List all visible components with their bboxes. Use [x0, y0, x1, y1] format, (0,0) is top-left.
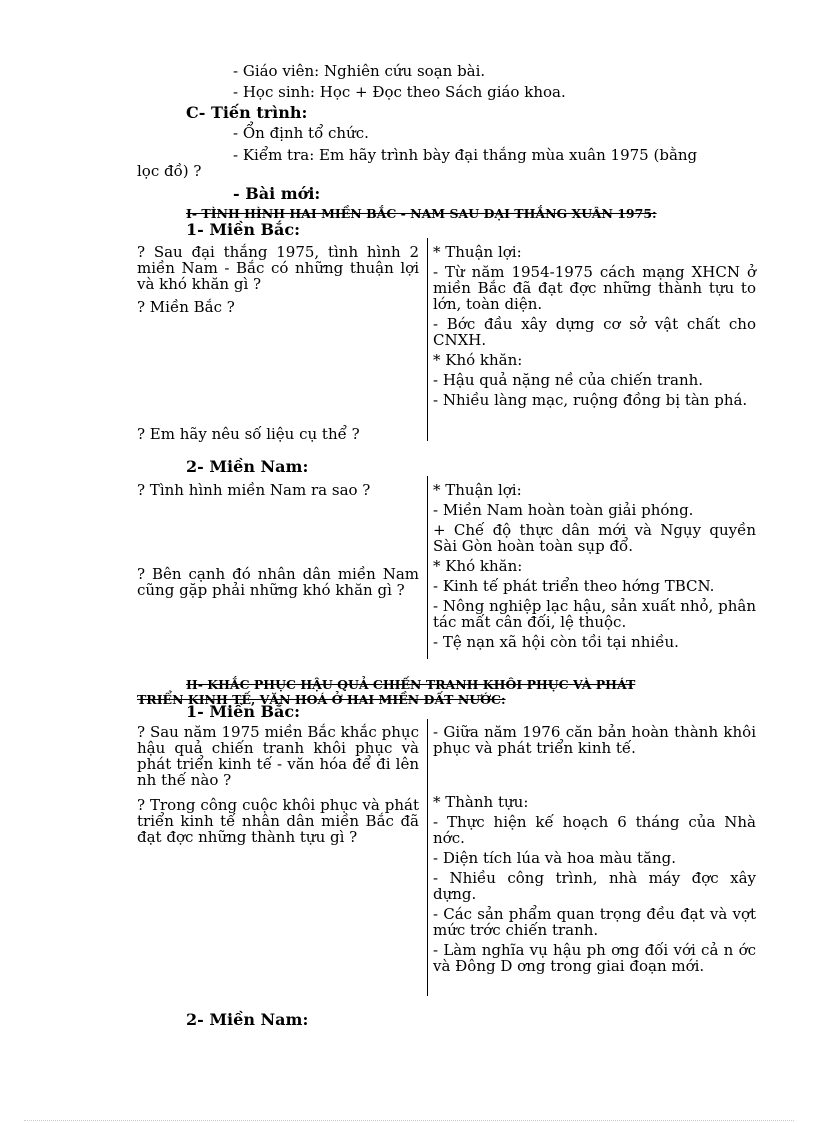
prep-student: - Học sinh: Học + Đọc theo Sách giáo khoa.: [233, 83, 566, 101]
answer-line: - Làm nghĩa vụ hậu ph ơng đối với cả n ớc và Đông D ơng trong giai đoạn mới.: [433, 941, 756, 975]
part1-south-answers: [433, 482, 756, 654]
part2-north-q2: ? Trong công cuộc khôi phục và phát triển kinh tế nhân dân miền Bắc đã đạt đợc những thành tựu gì ?: [137, 796, 419, 846]
part2-north-q1: ? Sau năm 1975 miền Bắc khắc phục hậu quả chiến tranh khôi phục và phát triển kinh tế - văn hóa để đi lên nh thế nào ?: [137, 723, 419, 789]
answer-line: - Miền Nam hoàn toàn giải phóng.: [433, 501, 694, 519]
part2-north-answers: [433, 724, 756, 978]
answer-line: - Nhiều làng mạc, ruộng đồng bị tàn phá.: [433, 391, 748, 409]
answer-line: - Tệ nạn xã hội còn tồi tại nhiều.: [433, 633, 679, 651]
part2-title-b: TRIỂN KINH TẾ, VĂN HOÁ Ở HAI MIỀN ĐẤT NƯỚC:: [137, 692, 506, 707]
answer-line: - Hậu quả nặng nề của chiến tranh.: [433, 371, 704, 389]
part1-north-q3: ? Em hãy nêu số liệu cụ thể ?: [137, 425, 360, 443]
new-lesson-heading: - Bài mới:: [233, 184, 321, 203]
answer-line: - Diện tích lúa và hoa màu tăng.: [433, 849, 676, 867]
answer-line: - Bớc đầu xây dựng cơ sở vật chất cho CNXH.: [433, 315, 756, 349]
answer-line: * Khó khăn:: [433, 557, 523, 575]
answer-line: - Thực hiện kế hoạch 6 tháng của Nhà nớc.: [433, 813, 756, 847]
part2-north-heading: 1- Miền Bắc:: [186, 702, 301, 721]
answer-line: - Từ năm 1954-1975 cách mạng XHCN ở miền Bắc đã đạt đợc những thành tựu to lớn, toàn diện.: [433, 263, 756, 313]
prep-teacher: - Giáo viên: Nghiên cứu soạn bài.: [233, 62, 486, 80]
answer-line: - Nông nghiệp lạc hậu, sản xuất nhỏ, phân tác mất cân đối, lệ thuộc.: [433, 597, 756, 631]
answer-line: + Chế độ thực dân mới và Ngụy quyền Sài Gòn hoàn toàn sụp đổ.: [433, 521, 756, 555]
check-line-b: lọc đồ) ?: [137, 162, 202, 180]
answer-line: - Nhiều công trình, nhà máy đợc xây dựng.: [433, 869, 756, 903]
answer-line: - Kinh tế phát triển theo hớng TBCN.: [433, 577, 715, 595]
answer-line: * Thành tựu:: [433, 793, 529, 811]
part1-north-answers: [433, 244, 756, 412]
answer-line: - Giữa năm 1976 căn bản hoàn thành khôi phục và phát triển kinh tế.: [433, 723, 756, 757]
answer-line: * Thuận lợi:: [433, 243, 522, 261]
part1-south-q1: ? Tình hình miền Nam ra sao ?: [137, 481, 371, 499]
answer-line: * Khó khăn:: [433, 351, 523, 369]
part2-title-a: II- KHẮC PHỤC HẬU QUẢ CHIẾN TRANH KHÔI PHỤC VÀ PHÁT: [186, 677, 636, 692]
column-divider: [427, 719, 428, 996]
part1-title: I- TÌNH HÌNH HAI MIỀN BẮC - NAM SAU ĐẠI THẮNG XUÂN 1975:: [186, 206, 657, 221]
check-line-a: - Kiểm tra: Em hãy trình bày đại thắng mùa xuân 1975 (bằng: [233, 146, 698, 164]
part1-south-q2: ? Bên cạnh đó nhân dân miền Nam cũng gặp phải những khó khăn gì ?: [137, 565, 419, 599]
column-divider: [427, 476, 428, 659]
page-bottom-divider: [24, 1120, 794, 1121]
stabilize-line: - Ổn định tổ chức.: [233, 124, 369, 142]
answer-line: * Thuận lợi:: [433, 481, 522, 499]
part1-north-q2: ? Miền Bắc ?: [137, 298, 235, 316]
part1-south-heading: 2- Miền Nam:: [186, 457, 309, 476]
column-divider: [427, 238, 428, 441]
part1-north-heading: 1- Miền Bắc:: [186, 220, 301, 239]
part1-north-q1: ? Sau đại thắng 1975, tình hình 2 miền Nam - Bắc có những thuận lợi và khó khăn gì ?: [137, 243, 419, 293]
answer-line: - Các sản phẩm quan trọng đều đạt và vợt mức trớc chiến tranh.: [433, 905, 756, 939]
part2-south-heading: 2- Miền Nam:: [186, 1010, 309, 1029]
section-c-heading: C- Tiến trình:: [186, 103, 308, 122]
